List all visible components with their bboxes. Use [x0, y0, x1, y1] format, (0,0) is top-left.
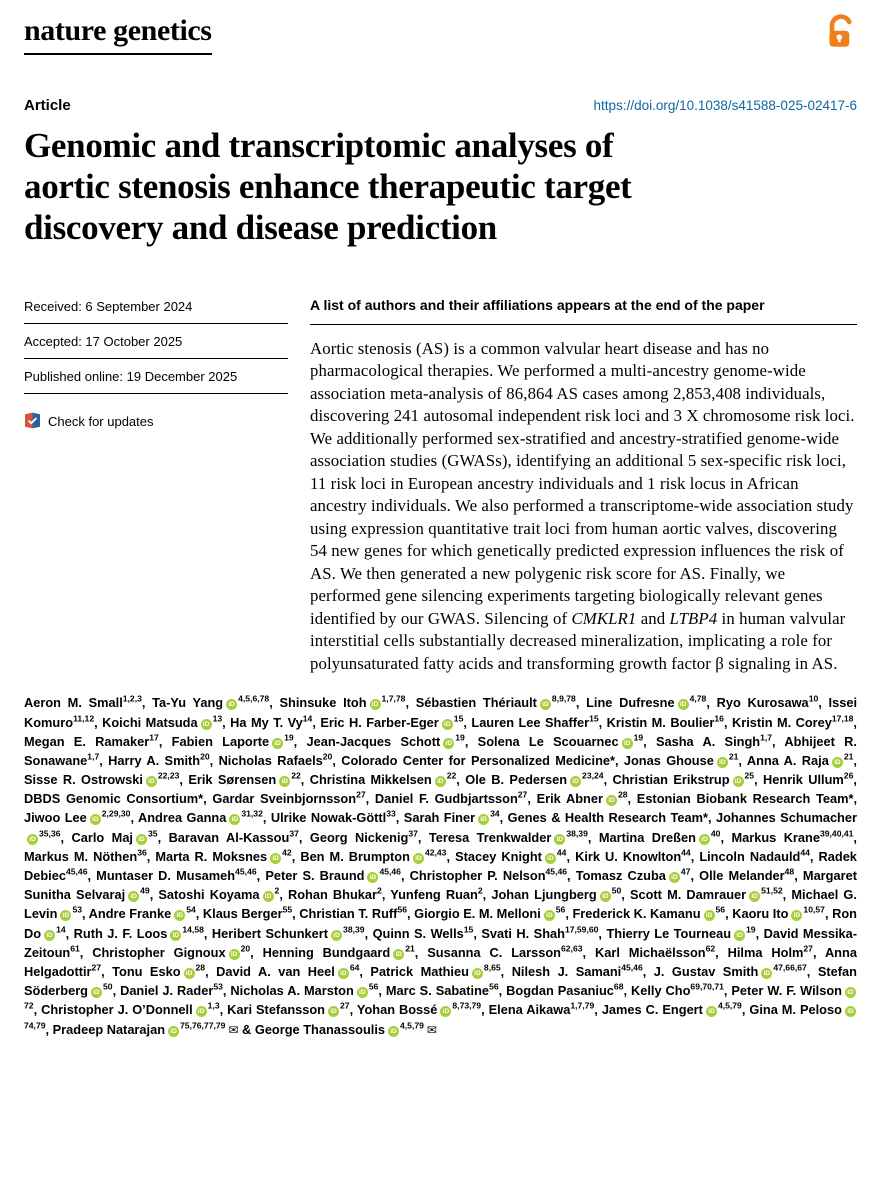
author-name: Ben M. Brumpton	[300, 848, 410, 864]
author-group: Genes & Health Research Team*	[507, 810, 708, 826]
orcid-icon[interactable]: iD	[367, 872, 378, 883]
orcid-icon[interactable]: iD	[60, 910, 71, 921]
orcid-icon[interactable]: iD	[435, 776, 446, 787]
affiliation-superscript: 36	[137, 847, 147, 858]
author-name: Olle Melander	[699, 868, 785, 883]
affiliation-superscript: 38,39	[566, 828, 588, 839]
affiliation-superscript: 21	[843, 751, 854, 762]
affiliation-superscript: 45,46	[65, 866, 88, 877]
author-name: Sasha A. Singh	[655, 733, 761, 749]
affiliation-superscript: 14	[56, 924, 66, 935]
author-name: Gardar Sveinbjornsson	[212, 791, 357, 807]
author-name: Bogdan Pasaniuc	[506, 983, 614, 999]
affiliation-superscript: 28	[617, 789, 628, 800]
orcid-icon[interactable]: iD	[196, 1006, 207, 1017]
author-name: Nicholas A. Marston	[230, 983, 354, 999]
author-name: Satoshi Koyama	[158, 887, 260, 903]
affiliation-superscript: 15	[589, 713, 599, 724]
affiliation-superscript: 16	[714, 713, 724, 724]
author-name: Christopher Gignoux	[92, 944, 226, 960]
affiliation-superscript: 20	[322, 751, 333, 762]
author-name: Johannes Schumacher	[715, 810, 857, 826]
author-name: Heribert Schunkert	[211, 925, 329, 941]
orcid-icon[interactable]: iD	[393, 949, 404, 960]
author-name: Ha My T. Vy	[230, 714, 303, 730]
author-name: Quinn S. Wells	[372, 925, 464, 941]
orcid-icon[interactable]: iD	[600, 891, 611, 902]
affiliation-superscript: 49	[140, 885, 150, 896]
author-name: Frederick K. Kamanu	[572, 906, 701, 922]
orcid-icon[interactable]: iD	[845, 987, 856, 998]
article-header-row	[24, 97, 857, 114]
author-name: Gina M. Peloso	[749, 1002, 842, 1018]
affiliation-superscript: 4,5,6,78	[238, 694, 270, 705]
orcid-icon[interactable]: iD	[706, 1006, 717, 1017]
affiliation-superscript: 62	[705, 943, 716, 954]
orcid-icon[interactable]: iD	[146, 776, 157, 787]
author-name: Sarah Finer	[403, 810, 476, 826]
orcid-icon[interactable]: iD	[570, 776, 581, 787]
affiliation-superscript: 1,7	[760, 732, 773, 743]
orcid-icon[interactable]: iD	[749, 891, 760, 902]
author-name: Jean-Jacques Schott	[306, 733, 441, 749]
author-name: Christina Mikkelsen	[309, 772, 432, 788]
author-name: Sisse R. Ostrowski	[24, 772, 143, 788]
affiliation-superscript: 27	[517, 789, 528, 800]
author-name: Carlo Maj	[71, 829, 133, 845]
orcid-icon[interactable]: iD	[791, 910, 802, 921]
affiliation-superscript: 19	[284, 732, 294, 743]
orcid-icon[interactable]: iD	[44, 930, 55, 941]
affiliation-superscript: 2	[477, 885, 483, 896]
affiliation-superscript: 14	[302, 713, 313, 724]
author-name: Michael G. Levin	[24, 887, 857, 922]
author-name: James C. Engert	[601, 1002, 703, 1018]
orcid-icon[interactable]: iD	[442, 719, 453, 730]
author-name: Christopher J. O’Donnell	[41, 1002, 193, 1018]
affiliation-superscript: 23,24	[582, 770, 604, 781]
orcid-icon[interactable]: iD	[370, 699, 381, 710]
orcid-icon[interactable]: iD	[270, 853, 281, 864]
author-name: Pradeep Natarajan	[52, 1021, 166, 1037]
orcid-icon[interactable]: iD	[128, 891, 139, 902]
affiliation-superscript: 25	[744, 770, 755, 781]
published-date: Published online: 19 December 2025	[24, 365, 288, 394]
affiliation-superscript: 45,46	[621, 962, 643, 973]
affiliation-superscript: 15	[453, 713, 464, 724]
orcid-icon[interactable]: iD	[168, 1026, 179, 1037]
crossmark-icon	[24, 412, 41, 432]
author-name: Yohan Bossé	[356, 1002, 438, 1018]
article-dates-panel	[24, 295, 288, 676]
affiliation-superscript: 27	[803, 943, 813, 954]
email-icon[interactable]: ✉	[426, 1022, 437, 1037]
author-name: Ruth J. F. Loos	[73, 925, 168, 941]
author-name: Lincoln Nadauld	[699, 848, 801, 864]
orcid-icon[interactable]: iD	[545, 853, 556, 864]
authors-note: A list of authors and their affiliations appears at the end of the paper	[310, 295, 857, 325]
author-name: David Messika-Zeitoun	[24, 925, 857, 960]
affiliation-superscript: 68	[613, 981, 624, 992]
affiliation-superscript: 27	[356, 789, 366, 800]
author-name: Andrea Ganna	[137, 810, 227, 826]
received-date: Received: 6 September 2024	[24, 295, 288, 324]
author-name: Shinsuke Itoh	[279, 695, 367, 711]
author-name: Erik Sørensen	[188, 772, 277, 788]
affiliation-superscript: 48	[784, 866, 795, 877]
author-name: Erik Abner	[536, 791, 603, 807]
affiliation-superscript: 42	[282, 847, 292, 858]
affiliation-superscript: 28	[195, 962, 206, 973]
orcid-icon[interactable]: iD	[328, 1006, 339, 1017]
author-name: Kristin M. Boulier	[606, 714, 715, 730]
author-name: Lauren Lee Shaffer	[471, 714, 590, 730]
author-name: Christopher P. Nelson	[409, 868, 546, 883]
affiliation-superscript: 45,46	[235, 866, 257, 877]
check-for-updates-badge[interactable]	[24, 412, 154, 432]
affiliation-superscript: 37	[408, 828, 418, 839]
orcid-icon[interactable]: iD	[388, 1026, 399, 1037]
abstract-segment: and	[636, 608, 670, 628]
title-line-2: aortic stenosis enhance therapeutic target	[24, 166, 632, 206]
affiliation-superscript: 44	[681, 847, 691, 858]
orcid-icon[interactable]: iD	[622, 738, 633, 749]
abstract-segment: Aortic stenosis (AS) is a common valvular heart disease and has no pharmacological therapies. We performed a multi-ancestry genome-wide association meta-analysis of 86,864 AS cases among 2,853,408 individuals, discovering 241 autosomal independent risk loci and 3 X chromosome risk loci. We additionally performed sex-stratified and ancestry-stratified genome-wide association studies (GWASs), identifying an additional 5 sex-specific risk loci, 11 risk loci in European ancestry individuals and 1 risk locus in African ancestry individuals. We also performed a transcriptome-wide association study using expression quantitative trait loci from human aortic valves, discovering 54 new genes for which genetically predicted expression influences the risk of AS. We then generated a new polygenic risk score for AS. Finally, we performed gene silencing experiments targeting biologically relevant genes identified by our GWAS. Silencing of	[310, 338, 855, 628]
author-name: Radek Debiec	[24, 848, 857, 883]
affiliation-superscript: 56	[368, 981, 379, 992]
orcid-icon[interactable]: iD	[174, 910, 185, 921]
orcid-icon[interactable]: iD	[832, 757, 843, 768]
author-name: Line Dufresne	[586, 695, 675, 711]
abstract-text	[310, 338, 857, 676]
author-name: Peter S. Braund	[265, 868, 365, 883]
affiliation-superscript: 10	[808, 694, 819, 705]
author-name: Daniel F. Gudbjartsson	[374, 791, 518, 807]
author-name: Scott M. Damrauer	[629, 887, 747, 903]
orcid-icon[interactable]: iD	[263, 891, 274, 902]
affiliation-superscript: 38,39	[343, 924, 365, 935]
orcid-icon[interactable]: iD	[704, 910, 715, 921]
orcid-icon[interactable]: iD	[272, 738, 283, 749]
author-name: Marta R. Moksnes	[155, 848, 268, 864]
author-name: Markus Krane	[731, 829, 820, 845]
affiliation-superscript: 45,46	[379, 866, 401, 877]
affiliation-superscript: 11,12	[73, 713, 95, 724]
author-name: Klaus Berger	[202, 906, 283, 922]
author-name: Stefan Söderberg	[24, 963, 857, 999]
accepted-date: Accepted: 17 October 2025	[24, 330, 288, 359]
author-name: Aeron M. Small	[24, 695, 123, 711]
orcid-icon[interactable]: iD	[699, 834, 710, 845]
affiliation-superscript: 44	[556, 847, 567, 858]
author-name: Ron Do	[24, 906, 857, 941]
author-name: Rohan Bhukar	[288, 887, 378, 903]
affiliation-superscript: 31,32	[241, 809, 263, 820]
affiliation-superscript: 72	[24, 1001, 34, 1012]
affiliation-superscript: 44	[800, 847, 810, 858]
orcid-icon[interactable]: iD	[338, 968, 349, 979]
affiliation-superscript: 8,73,79	[452, 1001, 482, 1012]
masthead	[24, 16, 857, 55]
affiliation-superscript: 56	[555, 905, 566, 916]
affiliation-superscript: 56	[397, 905, 407, 916]
author-name: Nilesh J. Samani	[511, 963, 622, 979]
author-name: Marc S. Sabatine	[385, 983, 490, 999]
author-list: Aeron M. Small$^{1,2,3}$, Ta-Yu Yang iD$^{4,5,6,78}$, Shinsuke Itoh iD$^{1,7,78}$, Sébastien Thériault iD$^{8,9,78}$, Line Dufresne iD$^{4,78}$, Ryo Kurosawa$^{10}$, Issei Komuro$^{11,12}$, Koichi Matsuda $iD^{13}$, Ha My T. Vy$^{14}$, Eric H. Farber-Eger $iD^{15}$, Lauren Lee Shaffer$^{15}$, Kristin M. Boulier$^{16}$, Kristin M. Corey$^{17,18}$, Megan E. Ramaker$^{17}$, Fabien Laporte $iD^{19}$, Jean-Jacques Schott $iD^{19}$, Solena Le Scouarnec $iD^{19}$, Sasha A. Singh$^{1,7}$, Abhijeet R. Sonawane$^{1,7}$, Harry A. Smith$^{20}$, Nicholas Rafaels$^{20}$, Colorado Center for Personalized Medicine*, Jonas Ghouse $iD^{21}$, Anna A. Raja $iD^{21}$, Sisse R. Ostrowski iD$^{22,23}$, Erik Sørensen $iD^{22}$, Christina Mikkelsen $iD^{22}$, Ole B. Pedersen iD$^{23,24}$, Christian Erikstrup $iD^{25}$, Henrik Ullum$^{26}$, DBDS Genomic Consortium*, Gardar Sveinbjornsson$^{27}$, Daniel F. Gudbjartsson$^{27}$, Erik Abner $iD^{28}$, Estonian Biobank Research Team*, Jiwoo Lee iD$^{2,29,30}$, Andrea Ganna iD$^{31,32}$, Ulrike Nowak-Göttl$^{33}$, Sarah Finer $iD^{34}$, Genes & Health Research Team*, Johannes SchumacheriD$^{35,36}$, Carlo Maj $iD^{35}$, Baravan Al-Kassou$^{37}$, Georg Nickenig$^{37}$, Teresa Trenkwalder iD$^{38,39}$, Martina Dreßen $iD^{40}$, Markus Krane$^{39,40,41}$, Markus M. Nöthen$^{36}$, Marta R. Moksnes $iD^{42}$, Ben M. Brumpton iD$^{42,43}$, Stacey Knight $iD^{44}$, Kirk U. Knowlton$^{44}$, Lincoln Nadauld$^{44}$, Radek Debiec$^{45,46}$, Muntaser D. Musameh$^{45,46}$, Peter S. Braund iD$^{45,46}$, Christopher P. Nelson$^{45,46}$, Tomasz Czuba $iD^{47}$, Olle Melander$^{48}$, Margaret Sunitha Selvaraj $iD^{49}$, Satoshi Koyama $iD^2$, Rohan Bhukar$^2$, Yunfeng Ruan$^2$, Johan Ljungberg $iD^{50}$, Scott M. Damrauer iD$^{51,52}$, Michael G. Levin $iD^{53}$, Andre Franke $iD^{54}$, Klaus Berger$^{55}$, Christian T. Ruff$^{56}$, Giorgio E. M. Melloni $iD^{56}$, Frederick K. Kamanu $iD^{56}$, Kaoru Ito iD$^{10,57}$, Ron Do $iD^{14}$, Ruth J. F. Loos iD$^{14,58}$, Heribert Schunkert iD$^{38,39}$, Quinn S. Wells$^{15}$, Svati H. Shah$^{17,59,60}$, Thierry Le Tourneau $iD^{19}$, David Messika-Zeitoun$^{61}$, Christopher Gignoux $iD^{20}$, Henning Bundgaard $iD^{21}$, Susanna C. Larsson$^{62,63}$, Karl Michaëlsson$^{62}$, Hilma Holm$^{27}$, Anna Helgadottir$^{27}$, Tonu Esko $iD^{28}$, David A. van Heel $iD^{64}$, Patrick Mathieu iD$^{8,65}$, Nilesh J. Samani$^{45,46}$, J. Gustav Smith iD$^{47,66,67}$, Stefan Söderberg $iD^{50}$, Daniel J. Rader$^{53}$, Nicholas A. Marston $iD^{56}$, Marc S. Sabatine$^{56}$, Bogdan Pasaniuc$^{68}$, Kelly Cho$^{69,70,71}$, Peter W. F. Wilson $iD^{72}$, Christopher J. O’Donnell iD$^{1,3}$, Kari Stefansson $iD^{27}$, Yohan Bossé iD$^{8,73,79}$, Elena Aikawa$^{1,7,79}$, James C. Engert iD$^{4,5,79}$, Gina M. Peloso iD$^{74,79}$, Pradeep Natarajan iD$^{75,76,77,79}$ ✉ & George Thanassoulis iD$^{4,5,79}$ ✉	[24, 694, 857, 1037]
author-group: Colorado Center for Personalized Medicine*	[341, 752, 615, 768]
author-name: Anna Helgadottir	[24, 944, 857, 979]
author-name: Ryo Kurosawa	[716, 695, 809, 711]
author-name: Jonas Ghouse	[623, 752, 714, 768]
affiliation-superscript: 20	[240, 943, 251, 954]
abstract-section	[24, 295, 857, 676]
affiliation-superscript: 2	[274, 885, 280, 896]
author-name: Issei Komuro	[24, 695, 857, 730]
orcid-icon[interactable]: iD	[91, 987, 102, 998]
affiliation-superscript: 14,58	[182, 924, 204, 935]
author-name: Henning Bundgaard	[262, 944, 391, 960]
author-name: Kaoru Ito	[732, 906, 789, 922]
orcid-icon[interactable]: iD	[136, 834, 147, 845]
orcid-icon[interactable]: iD	[761, 968, 772, 979]
author-name: Megan E. Ramaker	[24, 733, 150, 749]
title-line-3: discovery and disease prediction	[24, 207, 497, 247]
author-name: Eric H. Farber-Eger	[320, 714, 439, 730]
author-name: Johan Ljungberg	[491, 887, 597, 903]
orcid-icon[interactable]: iD	[279, 776, 290, 787]
affiliation-superscript: 21	[728, 751, 739, 762]
affiliation-superscript: 54	[186, 905, 196, 916]
orcid-icon[interactable]: iD	[554, 834, 565, 845]
orcid-icon[interactable]: iD	[27, 834, 38, 845]
affiliation-superscript: 15	[463, 924, 474, 935]
article-type-label: Article	[24, 97, 71, 114]
affiliation-superscript: 22	[291, 770, 301, 781]
author-name: Margaret Sunitha Selvaraj	[24, 868, 857, 903]
author-name: Christian Erikstrup	[612, 772, 730, 788]
orcid-icon[interactable]: iD	[669, 872, 680, 883]
orcid-icon[interactable]: iD	[472, 968, 483, 979]
author-name: J. Gustav Smith	[653, 963, 759, 979]
orcid-icon[interactable]: iD	[443, 738, 454, 749]
author-name: Ta-Yu Yang	[152, 695, 224, 711]
author-name: Baravan Al-Kassou	[168, 829, 290, 845]
affiliation-superscript: 19	[633, 732, 644, 743]
author-name: Tonu Esko	[112, 963, 181, 979]
affiliation-superscript: 17	[149, 732, 159, 743]
orcid-icon[interactable]: iD	[170, 930, 181, 941]
article-title	[24, 126, 857, 249]
abstract-column	[310, 295, 857, 676]
author-name: Susanna C. Larsson	[427, 944, 561, 960]
orcid-icon[interactable]: iD	[184, 968, 195, 979]
affiliation-superscript: 50	[611, 885, 622, 896]
author-name: Harry A. Smith	[108, 752, 201, 768]
affiliation-superscript: 33	[386, 809, 396, 820]
journal-logo[interactable]: nature genetics	[24, 16, 212, 55]
orcid-icon[interactable]: iD	[440, 1006, 451, 1017]
author-name: Henrik Ullum	[763, 772, 844, 788]
author-name: Kirk U. Knowlton	[575, 848, 682, 864]
author-name: Elena Aikawa	[488, 1002, 571, 1018]
abstract-segment: in human valvular interstitial cells substantially decreased mineralization, implicating a role for polyunsaturated fatty acids and transforming growth factor β signaling in AS.	[310, 608, 846, 673]
author-name: Giorgio E. M. Melloni	[414, 906, 541, 922]
author-name: Hilma Holm	[727, 944, 804, 960]
author-name: Muntaser D. Musameh	[96, 868, 236, 883]
author-name: Solena Le Scouarnec	[477, 733, 619, 749]
affiliation-superscript: 1,7,78	[381, 694, 406, 705]
check-for-updates-label: Check for updates	[48, 414, 154, 430]
affiliation-superscript: 2	[377, 885, 382, 896]
author-name: Peter W. F. Wilson	[731, 983, 842, 999]
orcid-icon[interactable]: iD	[229, 814, 240, 825]
affiliation-superscript: 56	[715, 905, 726, 916]
affiliation-superscript: 20	[200, 751, 210, 762]
affiliation-superscript: 13	[212, 713, 223, 724]
author-name: Markus M. Nöthen	[24, 848, 138, 864]
orcid-icon[interactable]: iD	[845, 1006, 856, 1017]
author-name: Christian T. Ruff	[299, 906, 398, 922]
author-name: Tomasz Czuba	[575, 868, 666, 883]
doi-link[interactable]: https://doi.org/10.1038/s41588-025-02417-6	[593, 98, 857, 113]
affiliation-superscript: 56	[489, 981, 499, 992]
affiliation-superscript: 75,76,77,79	[180, 1020, 226, 1031]
email-icon[interactable]: ✉	[228, 1022, 239, 1037]
author-name: Kelly Cho	[631, 983, 691, 999]
affiliation-superscript: 53	[72, 905, 82, 916]
author-name: Thierry Le Tourneau	[606, 925, 732, 941]
author-name: Ulrike Nowak-Göttl	[270, 810, 387, 826]
orcid-icon[interactable]: iD	[357, 987, 368, 998]
affiliation-superscript: 34	[490, 809, 500, 820]
affiliation-superscript: 42,43	[424, 847, 447, 858]
affiliation-superscript: 35,36	[39, 828, 61, 839]
orcid-icon[interactable]: iD	[331, 930, 342, 941]
affiliation-superscript: 51,52	[761, 885, 783, 896]
orcid-icon[interactable]: iD	[226, 699, 237, 710]
affiliation-superscript: 8,9,78	[551, 694, 576, 705]
author-name: Kristin M. Corey	[731, 714, 832, 730]
orcid-icon[interactable]: iD	[478, 814, 489, 825]
affiliation-superscript: 74,79	[24, 1020, 46, 1031]
author-name: Stacey Knight	[455, 848, 542, 864]
affiliation-superscript: 39,40,41	[819, 828, 854, 839]
affiliation-superscript: 8,65	[483, 962, 501, 973]
affiliation-superscript: 22	[446, 770, 457, 781]
affiliation-superscript: 21	[405, 943, 415, 954]
author-name: David A. van Heel	[216, 963, 335, 979]
author-name: Koichi Matsuda	[102, 714, 198, 730]
orcid-icon[interactable]: iD	[734, 930, 745, 941]
orcid-icon[interactable]: iD	[229, 949, 240, 960]
affiliation-superscript: 10,57	[803, 905, 825, 916]
affiliation-superscript: 1,7	[87, 751, 100, 762]
affiliation-superscript: 62,63	[561, 943, 583, 954]
affiliation-superscript: 61	[70, 943, 80, 954]
author-name: Martina Dreßen	[598, 829, 696, 845]
author-name: Andre Franke	[88, 906, 172, 922]
author-name: George Thanassoulis	[254, 1021, 385, 1037]
affiliation-superscript: 1,3	[207, 1001, 220, 1012]
title-line-1: Genomic and transcriptomic analyses of	[24, 126, 614, 165]
author-name: Daniel J. Rader	[120, 983, 214, 999]
author-name: Ole B. Pedersen	[465, 772, 568, 788]
author-name: Abhijeet R. Sonawane	[24, 733, 857, 768]
orcid-icon[interactable]: iD	[540, 699, 551, 710]
affiliation-superscript: 17,59,60	[564, 924, 599, 935]
affiliation-superscript: 64	[349, 962, 360, 973]
author-name: Jiwoo Lee	[24, 810, 87, 826]
affiliation-superscript: 53	[213, 981, 223, 992]
affiliation-superscript: 55	[282, 905, 293, 916]
orcid-icon[interactable]: iD	[733, 776, 744, 787]
affiliation-superscript: 2,29,30	[101, 809, 131, 820]
orcid-icon[interactable]: iD	[413, 853, 424, 864]
affiliation-superscript: 17,18	[831, 713, 854, 724]
affiliation-superscript: 47,66,67	[773, 962, 807, 973]
author-name: Georg Nickenig	[309, 829, 409, 845]
affiliation-superscript: 22,23	[157, 770, 180, 781]
affiliation-superscript: 4,5,79	[400, 1020, 424, 1031]
orcid-icon[interactable]: iD	[544, 910, 555, 921]
author-name: Patrick Mathieu	[370, 963, 469, 979]
author-name: Sébastien Thériault	[415, 695, 537, 711]
affiliation-superscript: 37	[289, 828, 299, 839]
open-access-icon	[825, 14, 857, 55]
orcid-icon[interactable]: iD	[717, 757, 728, 768]
affiliation-superscript: 4,78	[689, 694, 707, 705]
author-group: DBDS Genomic Consortium*	[24, 791, 204, 807]
author-name: Teresa Trenkwalder	[428, 829, 552, 845]
affiliation-superscript: 27	[91, 962, 102, 973]
affiliation-superscript: 19	[746, 924, 756, 935]
author-name: Yunfeng Ruan	[390, 887, 478, 903]
affiliation-superscript: 1,2,3	[122, 694, 142, 705]
author-name: Anna A. Raja	[746, 752, 829, 768]
affiliation-superscript: 35	[148, 828, 158, 839]
affiliation-superscript: 4,5,79	[717, 1001, 742, 1012]
gene-name: LTBP4	[669, 608, 718, 628]
orcid-icon[interactable]: iD	[606, 795, 617, 806]
affiliation-superscript: 19	[455, 732, 465, 743]
gene-name: CMKLR1	[571, 608, 637, 628]
affiliation-superscript: 69,70,71	[690, 981, 724, 992]
affiliation-superscript: 47	[680, 866, 691, 877]
author-name: Svati H. Shah	[481, 925, 565, 941]
affiliation-superscript: 45,46	[545, 866, 568, 877]
orcid-icon[interactable]: iD	[678, 699, 689, 710]
author-name: Kari Stefansson	[227, 1002, 325, 1018]
affiliation-superscript: 26	[843, 770, 854, 781]
orcid-icon[interactable]: iD	[90, 814, 101, 825]
affiliation-superscript: 27	[340, 1001, 350, 1012]
affiliation-superscript: 40	[710, 828, 721, 839]
affiliation-superscript: 50	[103, 981, 113, 992]
orcid-icon[interactable]: iD	[201, 719, 212, 730]
author-name: Karl Michaëlsson	[594, 944, 706, 960]
affiliation-superscript: 1,7,79	[570, 1001, 595, 1012]
author-group: Estonian Biobank Research Team*	[636, 791, 854, 807]
author-name: Fabien Laporte	[171, 733, 270, 749]
author-name: Nicholas Rafaels	[218, 752, 323, 768]
